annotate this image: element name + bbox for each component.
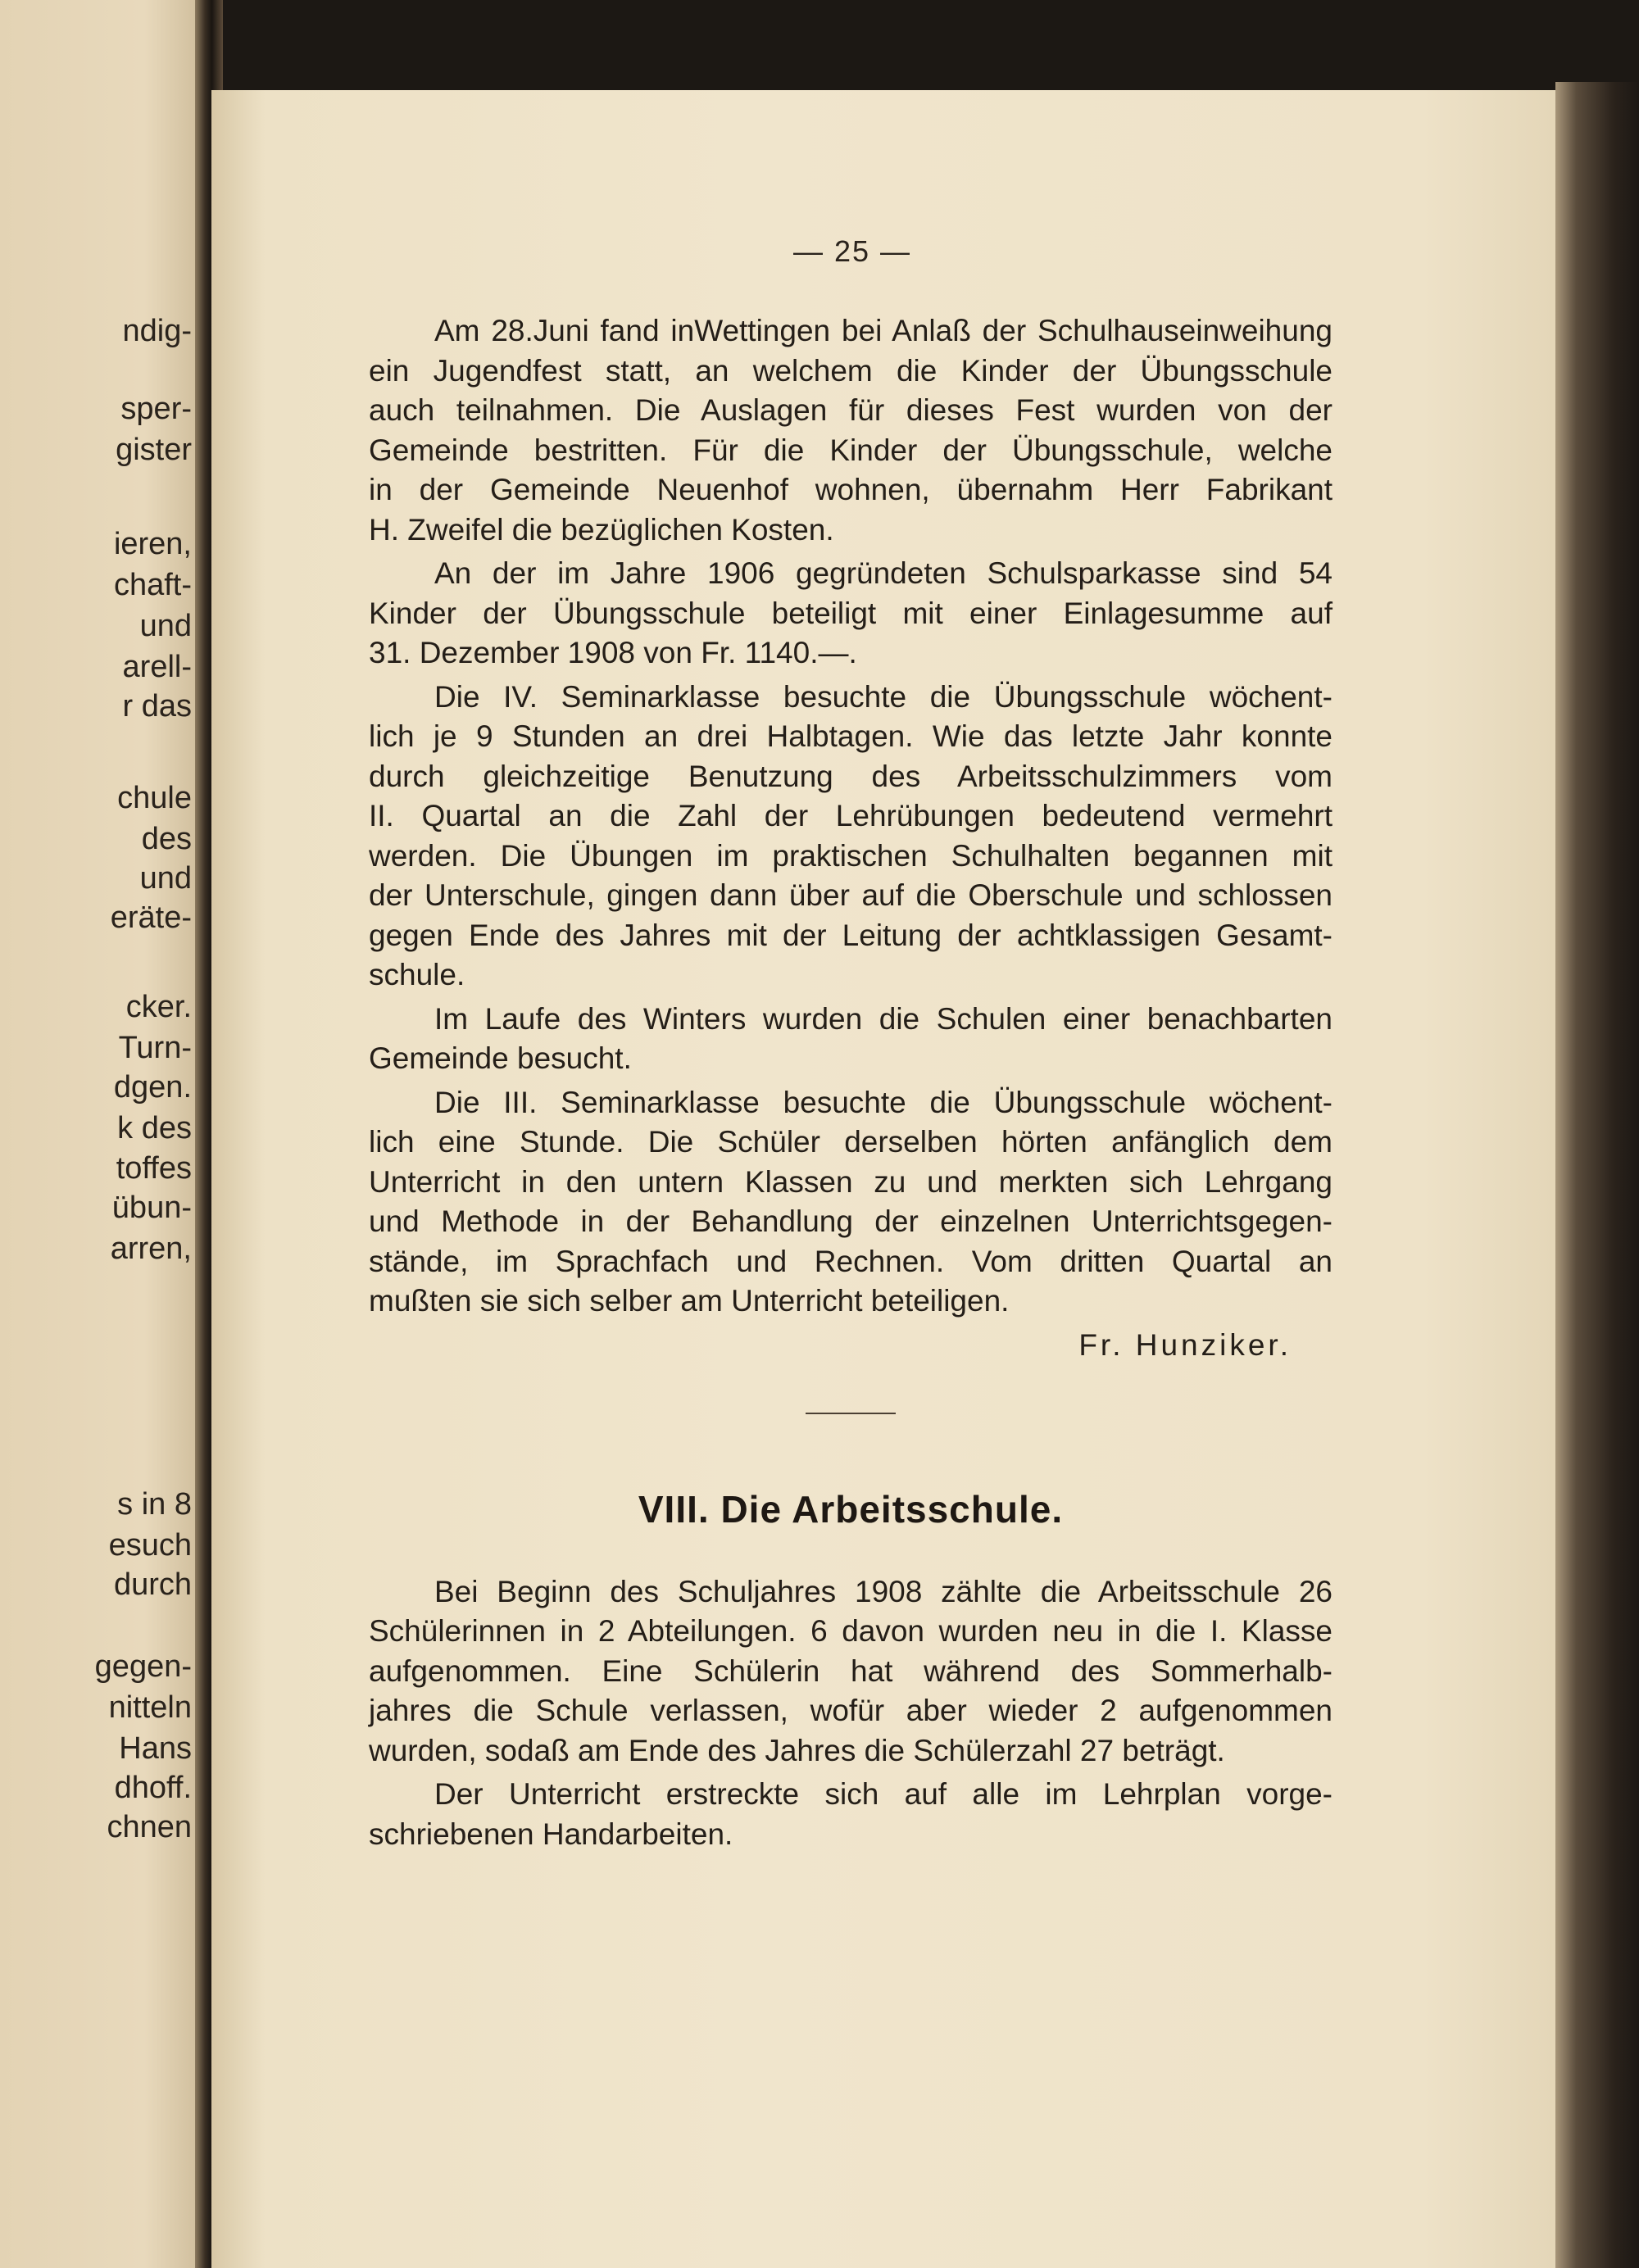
left-page-fragment: durch xyxy=(113,1567,192,1602)
text-line: stände, im Sprachfach und Rechnen. Vom dritten Quartal an xyxy=(369,1244,1333,1278)
text-line: Der Unterricht erstreckte sich auf alle im Lehrplan vorge- xyxy=(434,1777,1333,1811)
left-page-fragment: chule xyxy=(117,781,192,815)
left-page-fragment: und xyxy=(139,609,192,643)
text-line: lich je 9 Stunden an drei Halbtagen. Wie das letzte Jahr konnte xyxy=(369,719,1333,753)
text-line: Gemeinde besucht. xyxy=(369,1041,632,1075)
page-edge-shadow xyxy=(1555,82,1639,2268)
text-line: Die IV. Seminarklasse besuchte die Übungsschule wöchent- xyxy=(434,679,1333,714)
text-line: Kinder der Übungsschule beteiligt mit einer Einlagesumme auf xyxy=(369,596,1333,630)
left-page-fragment: nitteln xyxy=(108,1690,192,1725)
text-line: Schülerinnen in 2 Abteilungen. 6 davon wurden neu in die I. Klasse xyxy=(369,1614,1333,1648)
text-line: wurden, sodaß am Ende des Jahres die Schülerzahl 27 beträgt. xyxy=(369,1733,1225,1767)
left-page-fragment: cker. xyxy=(125,990,192,1024)
left-page-fragment: gegen- xyxy=(94,1649,192,1684)
left-page-fragment: arren, xyxy=(110,1232,192,1266)
left-page-fragment: dhoff. xyxy=(114,1771,192,1805)
left-page-fragment: übun- xyxy=(111,1191,192,1225)
text-line: An der im Jahre 1906 gegründeten Schulsparkasse sind 54 xyxy=(434,556,1333,590)
text-line: lich eine Stunde. Die Schüler derselben hörten anfänglich dem xyxy=(369,1125,1333,1159)
left-page-fragment: und xyxy=(139,861,192,896)
text-line: gegen Ende des Jahres mit der Leitung der achtklassigen Gesamt- xyxy=(369,918,1333,952)
text-line: schule. xyxy=(369,958,465,991)
text-line: mußten sie sich selber am Unterricht beteiligen. xyxy=(369,1284,1010,1318)
text-line: jahres die Schule verlassen, wofür aber wieder 2 aufgenommen xyxy=(369,1694,1333,1727)
page-number: — 25 — xyxy=(792,234,912,268)
left-page-fragment: esuch xyxy=(108,1528,192,1563)
left-page-fragment: sper- xyxy=(120,392,192,426)
left-page-fragment: ieren, xyxy=(113,527,192,561)
page-content xyxy=(369,311,1333,1858)
text-line: 31. Dezember 1908 von Fr. 1140.—. xyxy=(369,636,857,669)
left-page-fragment: eräte- xyxy=(110,900,192,935)
section-heading: VIII. Die Arbeitsschule. xyxy=(638,1488,1064,1531)
section-divider xyxy=(806,1413,896,1414)
text-line: und Methode in der Behandlung der einzelnen Unterrichtsgegen- xyxy=(369,1204,1333,1238)
text-line: Die III. Seminarklasse besuchte die Übungsschule wöchent- xyxy=(434,1085,1333,1119)
left-page-fragment: arell- xyxy=(122,650,192,684)
text-line: Gemeinde bestritten. Für die Kinder der Übungsschule, welche xyxy=(369,433,1333,467)
paragraph xyxy=(369,554,1333,674)
text-line: Bei Beginn des Schuljahres 1908 zählte die Arbeitsschule 26 xyxy=(434,1574,1333,1608)
paragraph xyxy=(369,1083,1333,1322)
text-line: Unterricht in den untern Klassen zu und merkten sich Lehrgang xyxy=(369,1164,1333,1199)
text-line: aufgenommen. Eine Schülerin hat während des Sommerhalb- xyxy=(369,1653,1333,1688)
text-line: Am 28.Juni fand inWettingen bei Anlaß der Schulhauseinweihung xyxy=(434,314,1333,347)
left-page-fragment: chaft- xyxy=(113,568,192,602)
left-page-fragment: Hans xyxy=(119,1731,192,1766)
paragraph xyxy=(369,1775,1333,1854)
left-page-fragment: ndig- xyxy=(122,314,192,348)
left-page-fragment: toffes xyxy=(116,1151,192,1186)
left-page-fragment: dgen. xyxy=(113,1070,192,1105)
paragraph xyxy=(369,678,1333,996)
left-page-fragment: des xyxy=(141,822,192,856)
left-page-fragment: r das xyxy=(122,689,192,723)
left-page-fragment: Turn- xyxy=(118,1031,192,1065)
text-line: II. Quartal an die Zahl der Lehrübungen bedeutend vermehrt xyxy=(369,799,1333,832)
text-line: schriebenen Handarbeiten. xyxy=(369,1817,733,1851)
left-page-fragment: k des xyxy=(117,1111,192,1145)
text-line: H. Zweifel die bezüglichen Kosten. xyxy=(369,512,834,547)
left-page xyxy=(0,0,207,2268)
text-line: Im Laufe des Winters wurden die Schulen einer benachbarten xyxy=(434,1001,1333,1036)
text-line: werden. Die Übungen im praktischen Schulhalten begannen mit xyxy=(369,838,1333,873)
paragraph xyxy=(369,311,1333,550)
paragraph xyxy=(369,1000,1333,1079)
text-line: durch gleichzeitige Benutzung des Arbeitsschulzimmers vom xyxy=(369,759,1333,793)
author-signature: Fr. Hunziker. xyxy=(1078,1327,1292,1362)
paragraph xyxy=(369,1572,1333,1771)
left-page-fragment: s in 8 xyxy=(117,1487,192,1522)
left-page-fragment: gister xyxy=(116,433,192,467)
left-page-fragment: chnen xyxy=(107,1810,192,1844)
text-line: auch teilnahmen. Die Auslagen für dieses Fest wurden von der xyxy=(369,393,1333,427)
text-line: ein Jugendfest statt, an welchem die Kinder der Übungsschule xyxy=(369,353,1333,388)
text-line: der Unterschule, gingen dann über auf die Oberschule und schlossen xyxy=(369,878,1333,912)
text-line: in der Gemeinde Neuenhof wohnen, übernahm Herr Fabrikant xyxy=(369,473,1333,506)
